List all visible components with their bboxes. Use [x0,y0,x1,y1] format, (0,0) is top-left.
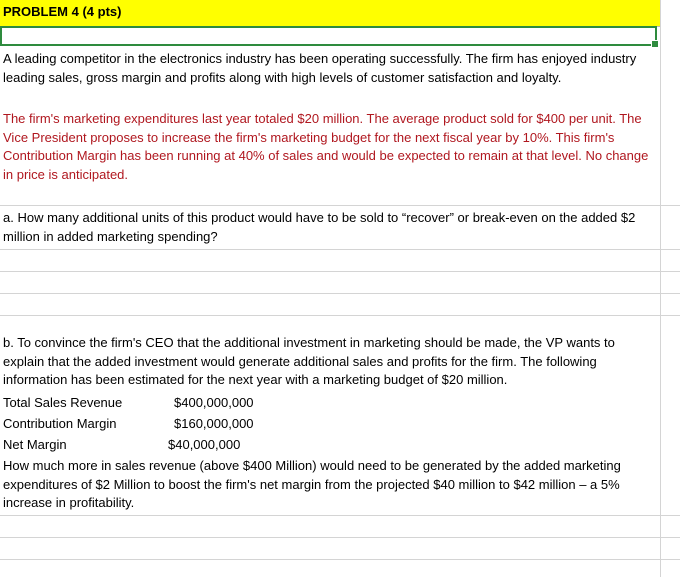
column-gridline [660,0,661,577]
context-paragraph: The firm's marketing expenditures last year totaled $20 million. The average product sold for $400 per unit. The Vice President proposes to increase the firm's marketing budget for the next fiscal year by 10%. This firm's Contribution Margin has been running at 40% of sales and would be expected to remain at that level. No change in price is anticipated. [3,110,655,184]
financial-label: Contribution Margin [3,416,117,431]
row-gridline [0,537,680,538]
row-gridline [0,315,680,316]
financial-value: $160,000,000 [174,416,254,431]
intro-paragraph: A leading competitor in the electronics industry has been operating successfully. The firm has enjoyed industry leading sales, gross margin and profits along with high levels of customer satisfaction and loyalty. [3,50,655,87]
financial-label: Total Sales Revenue [3,395,123,410]
selected-cell[interactable] [0,26,657,46]
row-gridline [0,205,680,206]
question-b: b. To convince the firm's CEO that the additional investment in marketing should be made, the VP wants to explain that the added investment would generate additional sales and profits for the firm. The following information has been estimated for the next year with a marketing budget of $20 million. [3,334,655,390]
problem-title: PROBLEM 4 (4 pts) [3,4,122,19]
row-gridline [0,515,680,516]
problem-title-cell[interactable] [0,0,660,27]
financial-label: Net Margin [3,437,67,452]
row-gridline [0,271,680,272]
question-b-followup: How much more in sales revenue (above $400 Million) would need to be generated by the added marketing expenditures of $2 Million to boost the firm's net margin from the projected $40 million to $42 million – a 5% increase in profitability. [3,457,655,513]
financial-value: $40,000,000 [168,437,241,452]
row-gridline [0,559,680,560]
financial-value: $400,000,000 [174,395,254,410]
row-gridline [0,293,680,294]
fill-handle[interactable] [651,40,659,48]
row-gridline [0,249,680,250]
question-a: a. How many additional units of this product would have to be sold to “recover” or break-even on the added $2 million in added marketing spending? [3,209,655,246]
